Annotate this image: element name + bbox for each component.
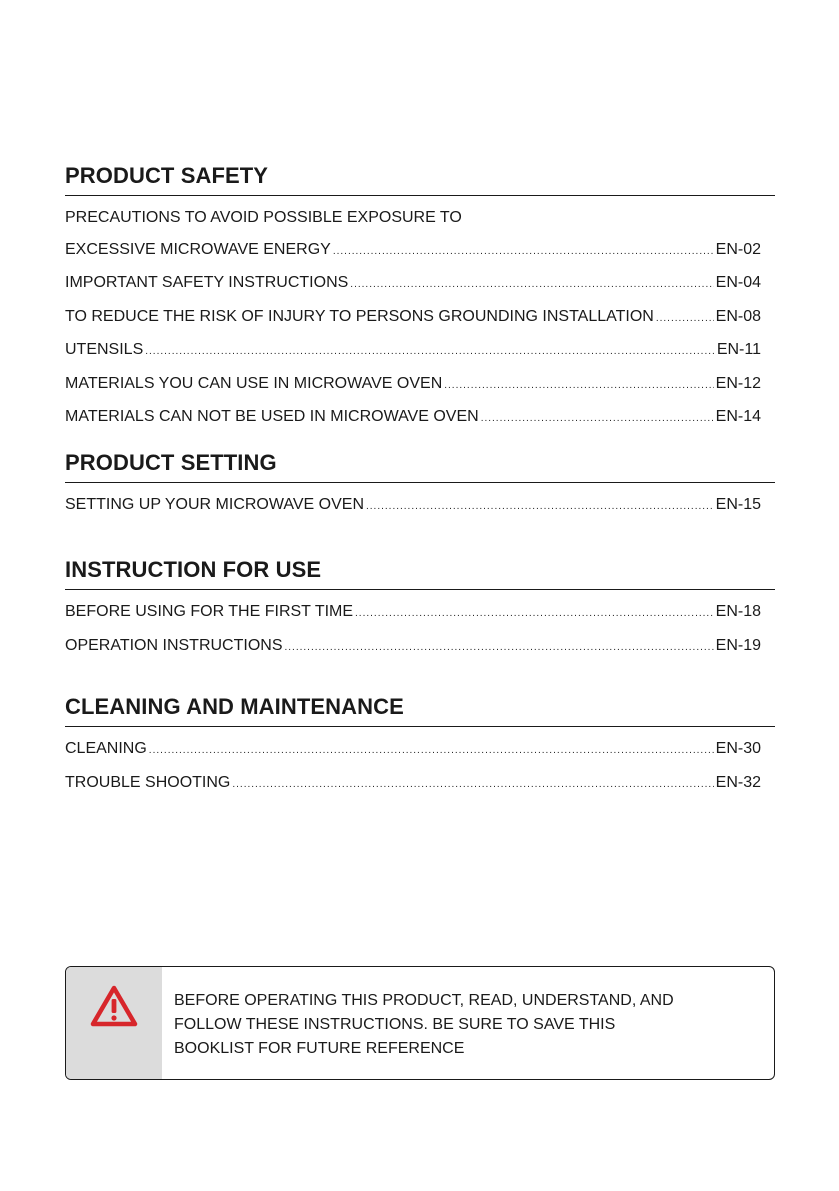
notice-line: BEFORE OPERATING THIS PRODUCT, READ, UNDERSTAND, AND bbox=[174, 992, 674, 1009]
section-title: PRODUCT SAFETY bbox=[65, 163, 775, 196]
toc-entry-page: EN-15 bbox=[715, 496, 761, 513]
section-title: CLEANING AND MAINTENANCE bbox=[65, 694, 775, 727]
section-title: PRODUCT SETTING bbox=[65, 450, 775, 483]
toc-entry-page: EN-04 bbox=[715, 274, 761, 291]
toc-entry-label: IMPORTANT SAFETY INSTRUCTIONS bbox=[65, 274, 349, 291]
warning-icon-panel bbox=[66, 967, 162, 1079]
section-title: INSTRUCTION FOR USE bbox=[65, 557, 775, 590]
toc-entry[interactable] bbox=[65, 267, 775, 301]
toc-entry[interactable] bbox=[65, 596, 775, 630]
dot-leader bbox=[333, 236, 714, 268]
toc-entry[interactable] bbox=[65, 301, 775, 335]
toc-entry-label: MATERIALS YOU CAN USE IN MICROWAVE OVEN bbox=[65, 374, 443, 392]
dot-leader bbox=[656, 303, 714, 335]
toc-intro-line: PRECAUTIONS TO AVOID POSSIBLE EXPOSURE TO bbox=[65, 209, 462, 226]
section-cleaning-and-maintenance bbox=[65, 694, 775, 800]
toc-entry-label: TO REDUCE THE RISK OF INJURY TO PERSONS GROUNDING INSTALLATION bbox=[65, 307, 654, 325]
toc-entry[interactable] bbox=[65, 401, 775, 435]
dot-leader bbox=[145, 336, 715, 368]
toc-entry[interactable] bbox=[65, 368, 775, 402]
dot-leader bbox=[444, 370, 713, 402]
toc-entry-page: EN-12 bbox=[715, 374, 761, 392]
section-instruction-for-use bbox=[65, 557, 775, 663]
dot-leader bbox=[285, 632, 714, 664]
dot-leader bbox=[232, 769, 713, 801]
section-product-safety bbox=[65, 163, 775, 435]
toc-entry-label: BEFORE USING FOR THE FIRST TIME bbox=[65, 603, 354, 620]
toc-entry-page: EN-11 bbox=[716, 341, 761, 358]
toc-entry-page: EN-14 bbox=[715, 408, 761, 425]
toc-entry-label: SETTING UP YOUR MICROWAVE OVEN bbox=[65, 496, 364, 513]
toc-entry-page: EN-30 bbox=[715, 740, 761, 757]
toc-entry-label: EXCESSIVE MICROWAVE ENERGY bbox=[65, 240, 331, 258]
dot-leader bbox=[149, 735, 714, 767]
toc-entry[interactable] bbox=[65, 334, 775, 368]
dot-leader bbox=[350, 269, 713, 301]
toc-entry-page: EN-19 bbox=[715, 636, 761, 654]
toc-entry[interactable] bbox=[65, 489, 775, 523]
toc-entry-label: TROUBLE SHOOTING bbox=[65, 773, 231, 791]
dot-leader bbox=[366, 491, 714, 523]
toc-entry-label: UTENSILS bbox=[65, 341, 144, 358]
toc-entry-label: CLEANING bbox=[65, 740, 147, 757]
notice-line: BOOKLIST FOR FUTURE REFERENCE bbox=[174, 1040, 465, 1057]
dot-leader bbox=[481, 403, 714, 435]
toc-entry-label: MATERIALS CAN NOT BE USED IN MICROWAVE OVEN bbox=[65, 408, 479, 425]
toc-entry[interactable] bbox=[65, 234, 775, 268]
toc-entry[interactable] bbox=[65, 733, 775, 767]
toc-entry-page: EN-18 bbox=[715, 603, 761, 620]
toc-entry-page: EN-32 bbox=[715, 773, 761, 791]
warning-notice bbox=[65, 966, 775, 1080]
warning-notice-text bbox=[162, 967, 674, 1079]
toc-entry-page: EN-08 bbox=[715, 307, 761, 325]
toc-entry[interactable] bbox=[65, 630, 775, 664]
toc-entry-page: EN-02 bbox=[715, 240, 761, 258]
dot-leader bbox=[355, 598, 714, 630]
section-product-setting bbox=[65, 450, 775, 523]
warning-icon bbox=[90, 985, 138, 1027]
toc-entry-label: OPERATION INSTRUCTIONS bbox=[65, 636, 283, 654]
toc-entry[interactable] bbox=[65, 767, 775, 801]
notice-line: FOLLOW THESE INSTRUCTIONS. BE SURE TO SAVE THIS bbox=[174, 1016, 616, 1033]
